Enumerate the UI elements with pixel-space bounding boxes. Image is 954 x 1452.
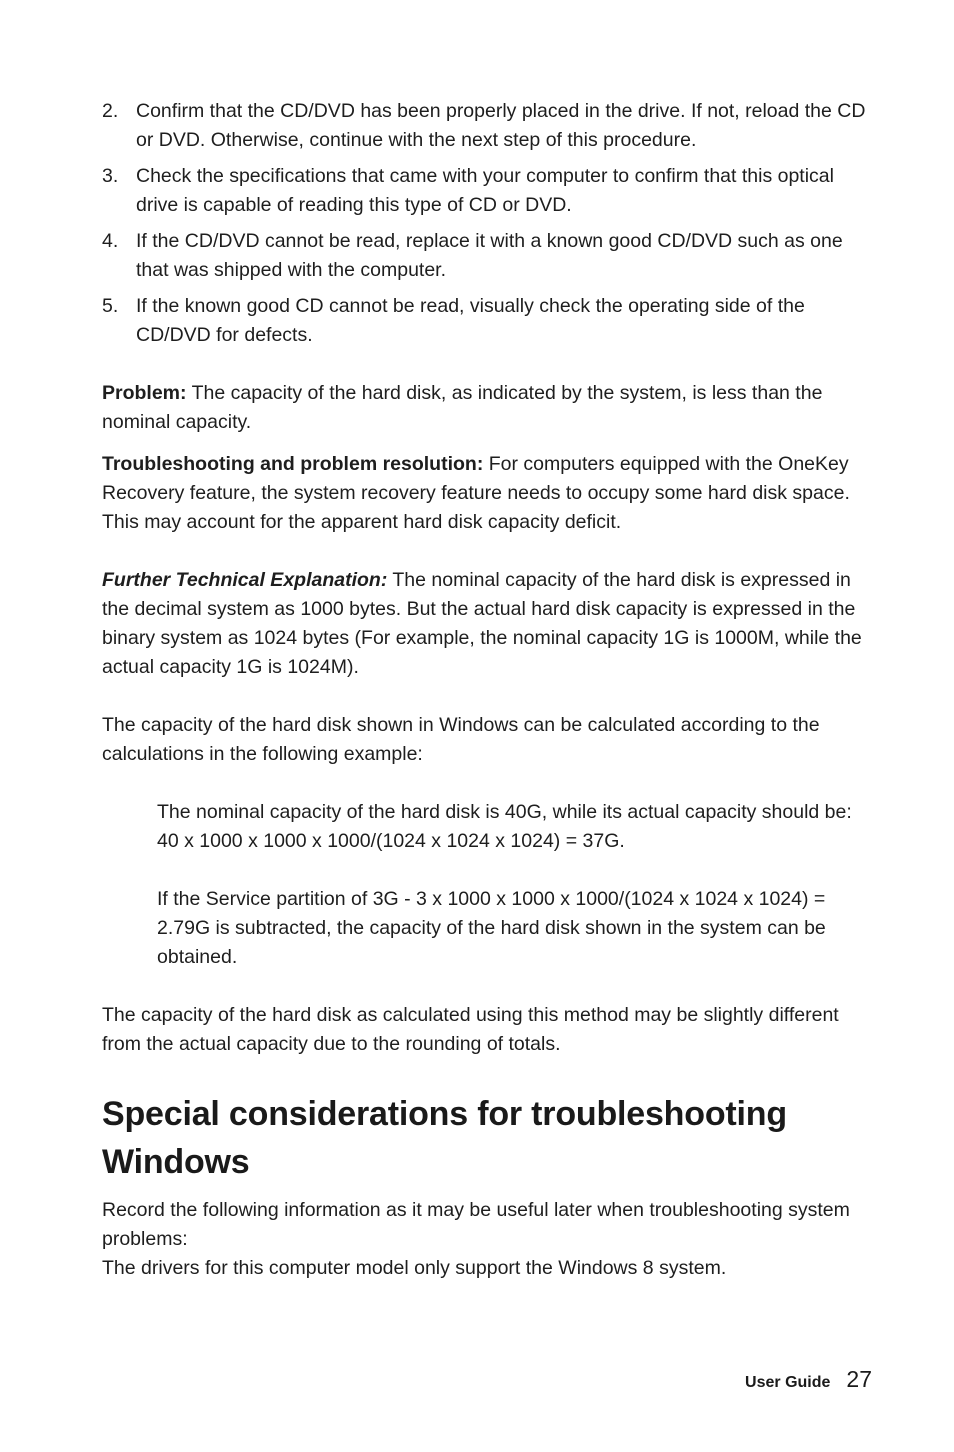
list-item	[102, 97, 874, 155]
resolution-label: Troubleshooting and problem resolution:	[102, 453, 484, 475]
further-explanation-paragraph	[102, 566, 874, 682]
calculation-conclusion: The capacity of the hard disk as calculated using this method may be slightly different from the actual capacity due to the rounding of totals.	[102, 1004, 839, 1055]
calculation-example-service-partition: If the Service partition of 3G - 3 x 1000 x 1000 x 1000/(1024 x 1024 x 1024) = 2.79G is subtracted, the capacity of the hard disk shown in the system can be obtained.	[157, 888, 826, 968]
resolution-paragraph	[102, 450, 874, 537]
calculation-example-nominal: The nominal capacity of the hard disk is 40G, while its actual capacity should be: 40 x 1000 x 1000 x 1000/(1024 x 1024 x 1024) = 37G.	[157, 801, 852, 852]
list-item	[102, 227, 874, 285]
resolution-text: For computers equipped with the OneKey Recovery feature, the system recovery feature needs to occupy some hard disk space. This may account for the apparent hard disk capacity deficit.	[102, 453, 850, 533]
step-text: Check the specifications that came with your computer to confirm that this optical drive is capable of reading this type of CD or DVD.	[136, 165, 834, 216]
section-heading: Special considerations for troubleshooting Windows	[102, 1095, 787, 1181]
problem-label: Problem:	[102, 382, 187, 404]
footer-label: User Guide	[745, 1374, 831, 1391]
step-number: 3.	[102, 165, 119, 187]
list-item	[102, 292, 874, 350]
page-footer	[745, 1365, 872, 1397]
page-content	[102, 97, 874, 1283]
step-number: 2.	[102, 100, 119, 122]
step-number: 4.	[102, 230, 119, 252]
step-text: If the CD/DVD cannot be read, replace it with a known good CD/DVD such as one that was shipped with the computer.	[136, 230, 843, 281]
further-explanation-label: Further Technical Explanation:	[102, 569, 388, 591]
step-text: Confirm that the CD/DVD has been properly placed in the drive. If not, reload the CD or DVD. Otherwise, continue with the next step of this procedure.	[136, 100, 866, 151]
step-text: If the known good CD cannot be read, visually check the operating side of the CD/DVD for defects.	[136, 295, 805, 346]
calculation-intro: The capacity of the hard disk shown in Windows can be calculated according to the calculations in the following example:	[102, 714, 820, 765]
driver-support-note: The drivers for this computer model only support the Windows 8 system.	[102, 1257, 727, 1279]
step-number: 5.	[102, 295, 119, 317]
further-explanation-text: The nominal capacity of the hard disk is expressed in the decimal system as 1000 bytes. But the actual hard disk capacity is expressed in the binary system as 1024 bytes (For example, the nominal capacity 1G is 1000M, while the actual capacity 1G is 1024M).	[102, 569, 862, 678]
record-instruction: Record the following information as it may be useful later when troubleshooting system problems:	[102, 1199, 850, 1250]
problem-paragraph	[102, 379, 874, 437]
problem-text: The capacity of the hard disk, as indicated by the system, is less than the nominal capacity.	[102, 382, 823, 433]
list-item	[102, 162, 874, 220]
procedure-steps	[102, 97, 874, 350]
page-number: 27	[846, 1366, 872, 1392]
